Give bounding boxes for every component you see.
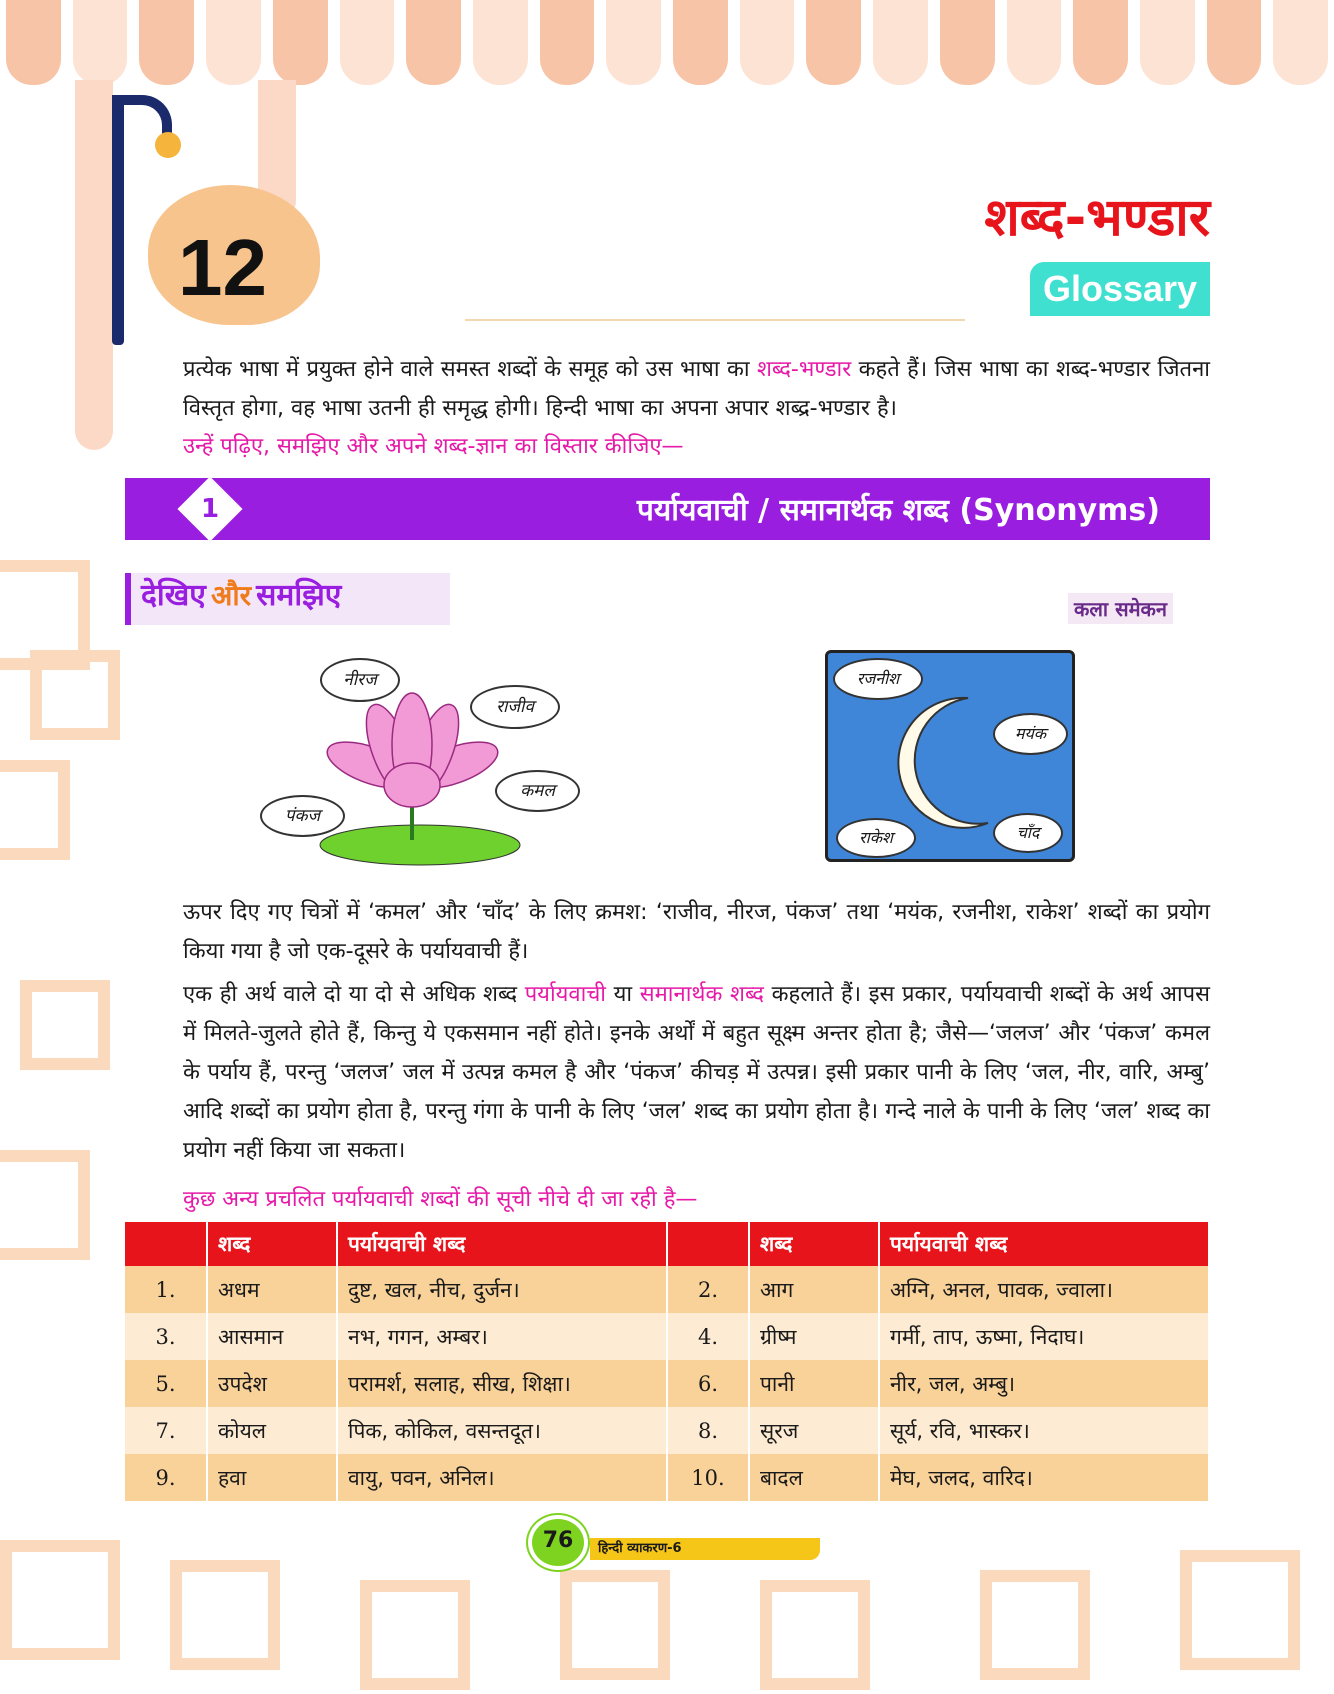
speech-bubble: चाँद [993, 813, 1063, 853]
decor-square [560, 1570, 670, 1680]
row-number: 5. [125, 1360, 207, 1407]
table-row [125, 1266, 1209, 1313]
speech-bubble: रजनीश [833, 658, 923, 700]
speech-bubble: राकेश [836, 818, 916, 858]
synonyms-cell: नभ, गगन, अम्बर। [337, 1313, 667, 1360]
section-title: पर्यायवाची / समानार्थक शब्द (Synonyms) [636, 493, 1160, 528]
synonyms-table [125, 1222, 1210, 1501]
see-heading [125, 573, 450, 625]
see-heading-b: और [210, 579, 252, 612]
moon-illustration [825, 650, 1075, 862]
table-header: पर्यायवाची शब्द [337, 1222, 667, 1266]
intro-paragraph: प्रत्येक भाषा में प्रयुक्त होने वाले समस्त शब्दों के समूह को उस भाषा का शब्द-भण्डार कहते हैं। जिस भाषा का शब्द-भण्डार जितना विस्तृत होगा, वह भाषा उतनी ही समृद्ध होगी। हिन्दी भाषा का अपना अपार शब्द्र-भण्डार है। [183, 357, 1210, 421]
row-number: 1. [125, 1266, 207, 1313]
intro-instruction: उन्हें पढ़िए, समझिए और अपने शब्द-ज्ञान का विस्तार कीजिए— [183, 434, 684, 459]
art-tag: कला समेकन [1068, 593, 1173, 624]
word-cell: हवा [207, 1454, 337, 1501]
synonyms-cell: सूर्य, रवि, भास्कर। [879, 1407, 1209, 1454]
title-underline [465, 319, 965, 321]
footer-book-title: हिन्दी व्याकरण-6 [598, 1541, 682, 1556]
decor-square [30, 650, 120, 740]
row-number: 8. [667, 1407, 749, 1454]
table-header [667, 1222, 749, 1266]
table-header: पर्यायवाची शब्द [879, 1222, 1209, 1266]
synonyms-cell: गर्मी, ताप, ऊष्मा, निदाघ। [879, 1313, 1209, 1360]
lamp-post-icon [112, 100, 124, 345]
speech-bubble: राजीव [470, 685, 560, 729]
decor-square [1180, 1550, 1300, 1670]
table-row [125, 1313, 1209, 1360]
speech-bubble: नीरज [320, 658, 400, 702]
synonyms-cell: नीर, जल, अम्बु। [879, 1360, 1209, 1407]
see-heading-c: समझिए [256, 578, 342, 613]
chapter-subtitle-badge: Glossary [1030, 262, 1210, 316]
synonyms-cell: अग्नि, अनल, पावक, ज्वाला। [879, 1266, 1209, 1313]
lotus-illustration [260, 655, 590, 870]
row-number: 3. [125, 1313, 207, 1360]
body-paragraph-2: ऊपर दिए गए चित्रों में ‘कमल’ और ‘चाँद’ के लिए क्रमश: ‘राजीव, नीरज, पंकज’ तथा ‘मयंक, रजनीश, राकेश’ शब्दों का प्रयोग किया गया है जो एक-दूसरे के पर्यायवाची हैं। [183, 900, 1210, 964]
synonyms-cell: वायु, पवन, अनिल। [337, 1454, 667, 1501]
section-banner [125, 478, 1210, 540]
speech-bubble: मयंक [993, 713, 1068, 755]
chapter-title: शब्द-भण्डार [984, 188, 1210, 248]
row-number: 2. [667, 1266, 749, 1313]
speech-bubble: कमल [495, 770, 580, 812]
section-number: 1 [200, 494, 220, 524]
synonyms-cell: मेघ, जलद, वारिद। [879, 1454, 1209, 1501]
row-number: 7. [125, 1407, 207, 1454]
row-number: 6. [667, 1360, 749, 1407]
decor-square [0, 1150, 90, 1260]
word-cell: आसमान [207, 1313, 337, 1360]
table-header [125, 1222, 207, 1266]
table-header-row [125, 1222, 1209, 1266]
chapter-number: 12 [178, 223, 267, 312]
word-cell: ग्रीष्म [749, 1313, 879, 1360]
synonyms-cell: परामर्श, सलाह, सीख, शिक्षा। [337, 1360, 667, 1407]
decor-square [0, 760, 70, 860]
table-row [125, 1360, 1209, 1407]
speech-bubble: पंकज [260, 795, 345, 837]
word-cell: उपदेश [207, 1360, 337, 1407]
decor-square [170, 1560, 280, 1670]
synonyms-cell: पिक, कोकिल, वसन्तदूत। [337, 1407, 667, 1454]
table-header: शब्द [207, 1222, 337, 1266]
word-cell: बादल [749, 1454, 879, 1501]
word-cell: अधम [207, 1266, 337, 1313]
moon-icon [888, 693, 1008, 833]
row-number: 10. [667, 1454, 749, 1501]
lamp-arm [112, 95, 172, 135]
decor-square [980, 1570, 1090, 1680]
lotus-icon [260, 655, 590, 870]
word-cell: पानी [749, 1360, 879, 1407]
table-row [125, 1454, 1209, 1501]
word-cell: कोयल [207, 1407, 337, 1454]
word-cell: सूरज [749, 1407, 879, 1454]
lamp-light [155, 132, 181, 158]
see-heading-a: देखिए [141, 578, 206, 613]
table-row [125, 1407, 1209, 1454]
decor-square [760, 1580, 870, 1690]
decor-square [360, 1580, 470, 1690]
row-number: 9. [125, 1454, 207, 1501]
row-number: 4. [667, 1313, 749, 1360]
decor-pillar [75, 80, 113, 450]
page-number: 76 [542, 1528, 574, 1553]
awning-decoration [0, 0, 1334, 85]
body-paragraph-3: एक ही अर्थ वाले दो या दो से अधिक शब्द पर्यायवाची या समानार्थक शब्द कहलाते हैं। इस प्रकार, पर्यायवाची शब्दों के अर्थ आपस में मिलते-जुलते होते हैं, किन्तु ये एकसमान नहीं होते। इनके अर्थों में बहुत सूक्ष्म अन्तर होता है; जैसे—‘जलज’ और ‘पंकज’ कमल के पर्याय हैं, परन्तु ‘जलज’ जल में उत्पन्न कमल है और ‘पंकज’ कीचड़ में उत्पन्न। इसी प्रकार पानी के लिए ‘जल, नीर, वारि, अम्बु’ आदि शब्दों का प्रयोग होता है, परन्तु गंगा के पानी के लिए ‘जल’ शब्द का प्रयोग होता है। गन्दे नाले के पानी के लिए ‘जल’ शब्द का प्रयोग नहीं किया जा सकता। [183, 982, 1210, 1163]
list-intro: कुछ अन्य प्रचलित पर्यायवाची शब्दों की सूची नीचे दी जा रही है— [183, 1187, 698, 1212]
synonyms-cell: दुष्ट, खल, नीच, दुर्जन। [337, 1266, 667, 1313]
table-header: शब्द [749, 1222, 879, 1266]
decor-square [0, 1540, 120, 1660]
decor-square [20, 980, 110, 1070]
word-cell: आग [749, 1266, 879, 1313]
